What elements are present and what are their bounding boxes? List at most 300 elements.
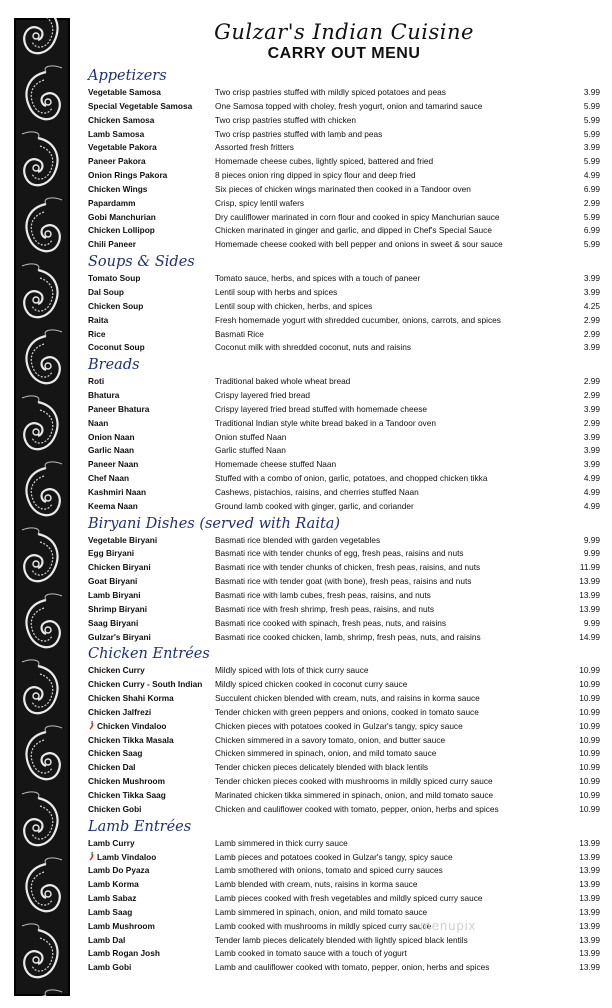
menu-item [88,197,600,211]
item-name [88,561,215,575]
item-price: 5.99 [583,100,600,111]
item-name-text: Shrimp Biryani [88,603,148,614]
item-price: 3.99 [583,403,600,414]
item-price: 13.99 [579,920,600,931]
item-description: Chicken marinated in ginger and garlic, and dipped in Chef's Special Sauce [215,225,492,236]
item-name-text: Vegetable Pakora [88,142,157,153]
item-price: 10.99 [579,706,600,717]
item-name-text: Special Vegetable Samosa [88,100,193,111]
menu-item [88,720,600,734]
item-description: Cashews, pistachios, raisins, and cherries stuffed Naan [215,486,419,497]
item-price: 9.99 [583,534,600,545]
item-name-text: Chili Paneer [88,239,136,250]
menu-item [88,851,600,865]
item-price: 10.99 [579,776,600,787]
menu-item [88,664,600,678]
section-title: Biryani Dishes (served with Raita) [88,515,341,532]
item-description: Lentil soup with herbs and spices [215,286,338,297]
item-price: 6.99 [583,183,600,194]
item-name-text: Egg Biryani [88,548,135,559]
item-price: 5.99 [583,211,600,222]
item-name [88,906,215,920]
item-name-text: Onion Rings Pakora [88,170,168,181]
menu-item [88,486,600,500]
menu-item [88,534,600,548]
item-description: Lamb and cauliflower cooked with tomato, pepper, onion, herbs and spices [215,962,490,973]
item-name-text: Kashmiri Naan [88,486,147,497]
item-description: Stuffed with a combo of onion, garlic, potatoes, and chopped chicken tikka [215,473,488,484]
item-name [88,706,215,720]
menu-item [88,128,600,142]
item-name [88,692,215,706]
item-description: Chicken simmered in spinach, onion, and mild tomato sauce [215,748,437,759]
item-name-text: Lamb Korma [88,879,139,890]
menu-item [88,169,600,183]
item-description: Basmati rice with fresh shrimp, fresh peas, raisins, and nuts [215,603,435,614]
item-price: 13.99 [579,576,600,587]
chili-pepper-icon [88,721,95,730]
item-price: 13.99 [579,837,600,848]
restaurant-name: Gulzar's Indian Cuisine [214,20,474,44]
item-description: Lamb simmered in spinach, onion, and mild tomato sauce [215,906,428,917]
item-description: Lamb pieces cooked with fresh vegetables and mildly spiced curry sauce [215,893,483,904]
item-name [88,920,215,934]
menu-item [88,961,600,975]
item-name-text: Chicken Samosa [88,114,155,125]
item-name-text: Gulzar's Biryani [88,631,151,642]
item-name-text: Paneer Bhatura [88,403,150,414]
item-price: 2.99 [583,314,600,325]
item-name [88,486,215,500]
item-price: 9.99 [583,617,600,628]
item-description: Homemade cheese cubes, lightly spiced, battered and fried [215,156,434,167]
menu-item [88,561,600,575]
menu-item [88,183,600,197]
menu-item [88,947,600,961]
item-name-text: Vegetable Samosa [88,87,161,97]
paisley-border [14,18,70,996]
item-price: 10.99 [579,748,600,759]
item-description: Traditional Indian style white bread baked in a Tandoor oven [215,417,436,428]
item-price: 3.99 [583,286,600,297]
item-name-text: Dal Soup [88,286,124,297]
menu-item [88,878,600,892]
item-name [88,747,215,761]
item-price: 2.99 [583,328,600,339]
item-name-text: Lamb Curry [88,837,135,848]
item-name [88,389,215,403]
item-description: Homemade cheese cooked with bell pepper and onions in sweet & sour sauce [215,239,503,250]
item-description: Garlic stuffed Naan [215,445,286,456]
item-description: Six pieces of chicken wings marinated then cooked in a Tandoor oven [215,183,471,194]
item-name [88,961,215,975]
item-price: 4.99 [583,500,600,511]
item-price: 13.99 [579,962,600,973]
item-name [88,472,215,486]
item-name-text: Raita [88,314,109,325]
item-price: 13.99 [579,851,600,862]
item-description: Tender chicken pieces cooked with mushrooms in mildly spiced curry sauce [215,776,493,787]
paisley-pattern-icon [14,18,70,996]
item-name-text: Chicken Lollipop [88,225,155,236]
item-description: Fresh homemade yogurt with shredded cucumber, onions, carrots, and spices [215,314,501,325]
item-price: 3.99 [583,459,600,470]
menu-item [88,906,600,920]
item-name [88,803,215,817]
menu-item [88,417,600,431]
menu-item [88,272,600,286]
menu-item [88,575,600,589]
item-name-text: Chicken Vindaloo [97,720,167,731]
item-price: 5.99 [583,239,600,250]
item-description: Coconut milk with shredded coconut, nuts and raisins [215,342,412,353]
item-description: Chicken and cauliflower cooked with tomato, pepper, onion, herbs and spices [215,803,499,814]
item-name [88,417,215,431]
item-name-text: Chicken Jalfrezi [88,706,152,717]
item-name [88,431,215,445]
item-name [88,878,215,892]
item-description: Homemade cheese stuffed Naan [215,459,337,470]
item-description: Two crisp pastries stuffed with chicken [215,114,356,125]
item-name-text: Coconut Soup [88,342,145,353]
item-price: 6.99 [583,225,600,236]
item-price: 2.99 [583,390,600,401]
item-description: Basmati rice blended with garden vegetables [215,534,381,545]
item-name [88,775,215,789]
item-price: 13.99 [579,948,600,959]
item-name [88,272,215,286]
item-name-text: Garlic Naan [88,445,135,456]
item-name [88,720,215,734]
item-name-text: Chef Naan [88,473,130,484]
item-name [88,286,215,300]
menu-item [88,389,600,403]
menu-item [88,375,600,389]
item-price: 13.99 [579,865,600,876]
item-name-text: Bhatura [88,390,120,401]
item-name-text: Chicken Tikka Masala [88,734,174,745]
item-price: 3.99 [583,445,600,456]
item-name-text: Chicken Dal [88,762,136,773]
item-description: Lamb cooked in tomato sauce with a touch of yogurt [215,948,407,959]
item-name-text: Lamb Gobi [88,962,132,973]
item-name-text: Roti [88,376,105,387]
item-name [88,664,215,678]
item-name [88,314,215,328]
item-description: Two crisp pastries stuffed with mildly spiced potatoes and peas [215,87,446,97]
item-description: Chicken pieces with potatoes cooked in Gulzar's tangy, spicy sauce [215,720,463,731]
item-name [88,341,215,355]
item-price: 10.99 [579,693,600,704]
item-description: Tender chicken with green peppers and onions, cooked in tomato sauce [215,706,479,717]
menu-item [88,444,600,458]
item-name [88,864,215,878]
item-description: Lamb blended with cream, nuts, raisins in korma sauce [215,879,418,890]
item-price: 2.99 [583,376,600,387]
menu-item [88,789,600,803]
item-price: 10.99 [579,789,600,800]
item-price: 11.99 [579,562,600,573]
item-description: Basmati rice with lamb cubes, fresh peas, raisins, and nuts [215,590,431,600]
item-description: Succulent chicken blended with cream, nuts, and raisins in korma sauce [215,693,480,704]
item-name [88,183,215,197]
item-name [88,500,215,514]
item-name-text: Lamb Sabaz [88,893,137,904]
item-name-text: Lamb Biryani [88,590,141,600]
item-name [88,575,215,589]
item-name-text: Paneer Naan [88,459,139,470]
item-price: 10.99 [579,720,600,731]
menu-item [88,617,600,631]
item-name [88,947,215,961]
item-name-text: Lamb Do Pyaza [88,865,150,876]
item-name [88,403,215,417]
item-description: Assorted fresh fritters [215,142,294,153]
item-price: 4.99 [583,170,600,181]
menu-item [88,328,600,342]
item-name-text: Lamb Mushroom [88,920,155,931]
item-price: 3.99 [583,142,600,153]
item-price: 2.99 [583,417,600,428]
item-description: Crispy layered fried bread [215,390,310,401]
item-name [88,169,215,183]
item-name [88,892,215,906]
item-name-text: Naan [88,417,109,428]
item-description: Mildly spiced with lots of thick curry sauce [215,665,369,676]
item-price: 13.99 [579,590,600,600]
item-price: 5.99 [583,128,600,139]
menu-item [88,238,600,252]
item-description: One Samosa topped with choley, fresh yogurt, onion and tamarind sauce [215,100,483,111]
item-price: 10.99 [579,665,600,676]
item-name [88,211,215,225]
menu-item [88,141,600,155]
item-description: Lamb smothered with onions, tomato and spiced curry sauces [215,865,443,876]
item-description: 8 pieces onion ring dipped in spicy flour and deep fried [215,170,416,181]
menu-item [88,747,600,761]
item-name-text: Lamb Saag [88,906,133,917]
item-name-text: Chicken Wings [88,183,148,194]
menu-item [88,114,600,128]
item-name [88,224,215,238]
menu-item [88,934,600,948]
item-description: Lentil soup with chicken, herbs, and spices [215,300,373,311]
item-name [88,155,215,169]
item-description: Basmati rice with tender chunks of egg, fresh peas, raisins and nuts [215,548,464,559]
item-name [88,789,215,803]
item-name-text: Onion Naan [88,431,135,442]
item-name-text: Paneer Pakora [88,156,146,167]
menu-item [88,86,600,100]
item-name-text: Saag Biryani [88,617,139,628]
menu-item [88,892,600,906]
item-price: 2.99 [583,197,600,208]
item-name-text: Chicken Saag [88,748,143,759]
menu-item [88,920,600,934]
menu-item [88,864,600,878]
item-description: Two crisp pastries stuffed with lamb and peas [215,128,383,139]
item-price: 10.99 [579,679,600,690]
chili-pepper-icon [88,852,95,861]
item-price: 4.25 [583,300,600,311]
menu-subtitle: CARRY OUT MENU [267,45,421,62]
item-name [88,238,215,252]
item-price: 4.99 [583,473,600,484]
item-name-text: Keema Naan [88,500,138,511]
menu-item [88,155,600,169]
menu-item [88,603,600,617]
menu-item [88,458,600,472]
item-name-text: Gobi Manchurian [88,211,156,222]
item-name-text: Chicken Mushroom [88,776,165,787]
item-price: 3.99 [583,431,600,442]
item-name-text: Goat Biryani [88,576,138,587]
item-description: Tender chicken pieces delicately blended with black lentils [215,762,429,773]
item-name [88,589,215,603]
menu-item [88,706,600,720]
item-name-text: Tomato Soup [88,273,141,284]
item-description: Chicken simmered in a savory tomato, onion, and butter sauce [215,734,446,745]
item-name [88,631,215,645]
item-description: Crispy layered fried bread stuffed with homemade cheese [215,403,427,414]
watermark: menupix [420,918,477,933]
menu-item [88,472,600,486]
section-title: Soups & Sides [88,254,195,271]
item-price: 3.99 [583,87,600,97]
item-price: 10.99 [579,734,600,745]
item-description: Tender lamb pieces delicately blended with lightly spiced black lentils [215,934,468,945]
item-name-text: Chicken Biryani [88,562,151,573]
menu-item [88,314,600,328]
item-description: Basmati rice with tender chunks of chicken, fresh peas, raisins, and nuts [215,562,481,573]
menu-content [88,20,600,975]
item-price: 13.99 [579,934,600,945]
item-name [88,851,215,865]
item-name [88,328,215,342]
item-price: 3.99 [583,342,600,353]
item-description: Basmati rice cooked with spinach, fresh peas, nuts, and raisins [215,617,447,628]
section-title: Lamb Entrées [88,818,192,835]
item-price: 5.99 [583,114,600,125]
item-price: 14.99 [579,631,600,642]
menu-item [88,589,600,603]
item-name-text: Chicken Soup [88,300,144,311]
item-name [88,547,215,561]
item-description: Lamb simmered in thick curry sauce [215,837,348,848]
item-name [88,100,215,114]
section-title: Chicken Entrées [88,646,210,663]
menu-sections [88,68,600,975]
item-price: 5.99 [583,156,600,167]
item-price: 10.99 [579,762,600,773]
item-name-text: Chicken Tikka Saag [88,789,166,800]
item-name [88,458,215,472]
item-description: Basmati rice with tender goat (with bone), fresh peas, raisins and nuts [215,576,472,587]
item-name-text: Rice [88,328,106,339]
menu-item [88,300,600,314]
item-description: Dry cauliflower marinated in corn flour and cooked in spicy Manchurian sauce [215,211,500,222]
item-name-text: Vegetable Biryani [88,534,158,545]
item-name [88,128,215,142]
menu-item [88,100,600,114]
item-name [88,534,215,548]
item-name [88,141,215,155]
menu-item [88,775,600,789]
item-price: 13.99 [579,603,600,614]
item-name [88,837,215,851]
menu-item [88,224,600,238]
menu-item [88,803,600,817]
item-description: Mildly spiced chicken cooked in coconut curry sauce [215,679,408,690]
menu-item [88,631,600,645]
item-name-text: Chicken Curry - South Indian [88,679,203,690]
item-description: Tomato sauce, herbs, and spices with a touch of paneer [215,273,421,284]
item-name [88,300,215,314]
item-name [88,934,215,948]
menu-item [88,547,600,561]
item-price: 4.99 [583,486,600,497]
section-title: Breads [88,357,140,374]
section-title: Appetizers [88,68,167,84]
item-name [88,603,215,617]
item-name [88,114,215,128]
item-price: 13.99 [579,906,600,917]
item-name [88,761,215,775]
item-description: Onion stuffed Naan [215,431,287,442]
item-name-text: Lamb Vindaloo [97,851,157,862]
menu-item [88,286,600,300]
item-name [88,86,215,100]
item-description: Traditional baked whole wheat bread [215,376,351,387]
item-name-text: Chicken Gobi [88,803,142,814]
item-name [88,678,215,692]
item-price: 10.99 [579,803,600,814]
menu-item [88,211,600,225]
item-description: Basmati Rice [215,328,264,339]
item-name [88,375,215,389]
menu-item [88,431,600,445]
item-name [88,617,215,631]
item-price: 13.99 [579,879,600,890]
item-price: 9.99 [583,548,600,559]
item-description: Lamb pieces and potatoes cooked in Gulzar's tangy, spicy sauce [215,851,453,862]
item-description: Lamb cooked with mushrooms in mildly spiced curry sauce [215,920,432,931]
item-name-text: Lamb Dal [88,934,126,945]
item-description: Ground lamb cooked with ginger, garlic, and coriander [215,500,414,511]
menu-item [88,692,600,706]
item-name-text: Papardamm [88,197,136,208]
item-price: 13.99 [579,893,600,904]
menu-item [88,678,600,692]
menu-item [88,837,600,851]
item-name [88,734,215,748]
item-description: Basmati rice cooked chicken, lamb, shrimp, fresh peas, nuts, and raisins [215,631,481,642]
item-name [88,444,215,458]
menu-item [88,403,600,417]
item-name-text: Lamb Samosa [88,128,145,139]
item-name [88,197,215,211]
menu-item [88,341,600,355]
item-name-text: Chicken Curry [88,665,145,676]
item-description: Marinated chicken tikka simmered in spinach, onion, and mild tomato sauce [215,789,494,800]
item-name-text: Chicken Shahi Korma [88,693,174,704]
menu-item [88,734,600,748]
item-name-text: Lamb Rogan Josh [88,948,160,959]
menu-item [88,761,600,775]
menu-item [88,500,600,514]
item-price: 3.99 [583,273,600,284]
item-description: Crisp, spicy lentil wafers [215,197,304,208]
